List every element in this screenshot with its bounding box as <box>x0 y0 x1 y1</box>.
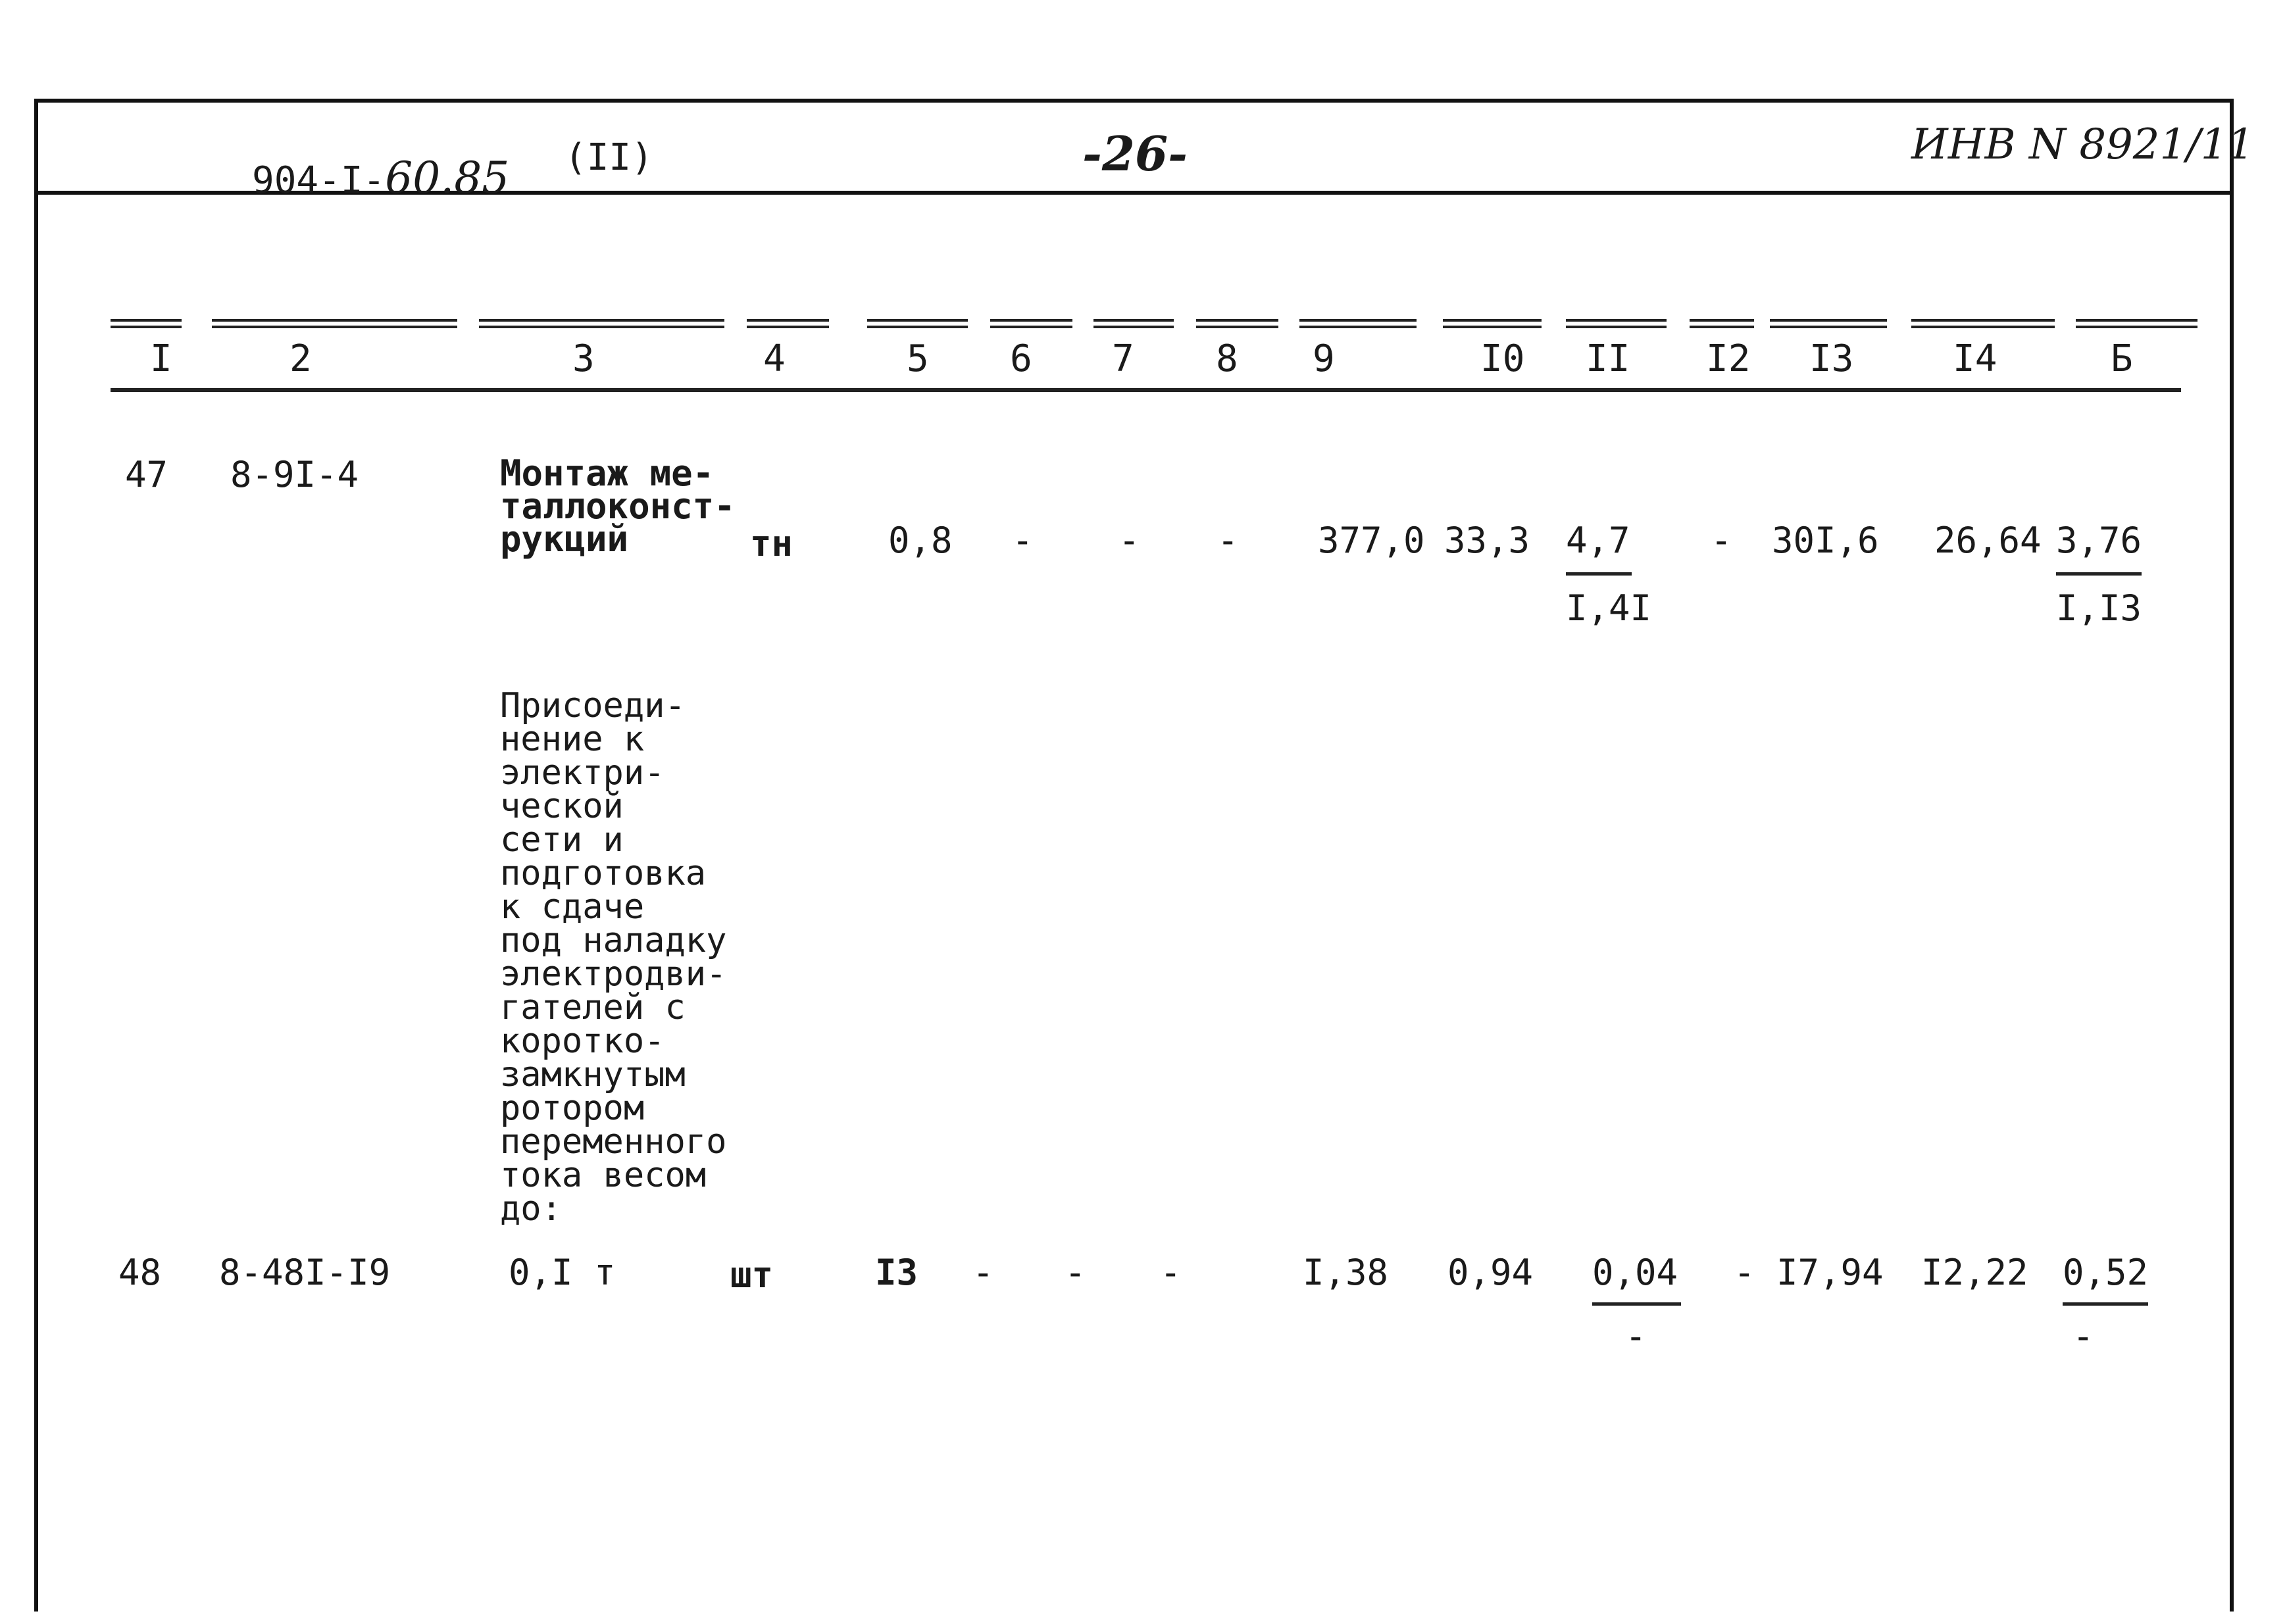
row-col11-bottom: I,4I <box>1566 587 1652 629</box>
row-col15-divider <box>2063 1302 2148 1306</box>
row-col11-top: 4,7 <box>1566 520 1630 561</box>
row-col13: I7,94 <box>1776 1252 1884 1293</box>
row-col11-divider <box>1566 572 1632 576</box>
row-col15-divider <box>2056 572 2142 576</box>
row-col8: - <box>1160 1252 1182 1293</box>
row-col9: I,38 <box>1303 1252 1389 1293</box>
row-col15-top: 0,52 <box>2063 1252 2149 1293</box>
column-header-underline <box>111 388 2181 392</box>
row-col14: 26,64 <box>1934 520 2042 561</box>
row-no: 47 <box>125 454 168 495</box>
col-header-2: 2 <box>289 337 312 380</box>
row-unit: тн <box>750 523 793 564</box>
row-col11-divider <box>1592 1302 1681 1306</box>
doc-code-printed: 904-I- <box>252 159 386 202</box>
col-header-14: I4 <box>1953 337 1997 380</box>
row-col10: 0,94 <box>1447 1252 1534 1293</box>
col-header-7: 7 <box>1112 337 1134 380</box>
row-no: 48 <box>118 1252 162 1293</box>
row-col13: 30I,6 <box>1772 520 1879 561</box>
page-number: -26- <box>1082 126 1188 182</box>
col-header-15: Б <box>2111 337 2133 380</box>
row-col11-top: 0,04 <box>1592 1252 1678 1293</box>
row-col7: - <box>1118 520 1140 561</box>
row-col9: 377,0 <box>1318 520 1425 561</box>
col-header-3: 3 <box>572 337 595 380</box>
col-header-12: I2 <box>1706 337 1751 380</box>
col-header-9: 9 <box>1313 337 1335 380</box>
row-col8: - <box>1217 520 1239 561</box>
row-description: 0,I т <box>509 1252 616 1293</box>
row-code: 8-9I-4 <box>230 454 359 495</box>
col-header-8: 8 <box>1216 337 1238 380</box>
row-code: 8-48I-I9 <box>219 1252 391 1293</box>
row-description: Монтаж ме- таллоконст- рукций <box>500 453 736 560</box>
row-col6: - <box>972 1252 994 1293</box>
row-col15-bottom: - <box>2072 1316 2094 1357</box>
row-col12: - <box>1711 520 1732 561</box>
doc-code-handwritten: 60.85 <box>385 153 510 203</box>
row-col12: - <box>1734 1252 1755 1293</box>
doc-code <box>252 153 510 203</box>
col-header-5: 5 <box>907 337 929 380</box>
row-col6: - <box>1012 520 1034 561</box>
col-header-4: 4 <box>763 337 786 380</box>
col-header-6: 6 <box>1010 337 1032 380</box>
row-qty: 0,8 <box>888 520 953 561</box>
row-col15-bottom: I,I3 <box>2056 587 2142 629</box>
row-col15-top: 3,76 <box>2056 520 2142 561</box>
row-col10: 33,3 <box>1444 520 1530 561</box>
doc-part: (II) <box>565 136 653 179</box>
row-col7: - <box>1065 1252 1086 1293</box>
row-unit: шт <box>730 1254 774 1296</box>
row-col11-bottom: - <box>1625 1316 1647 1357</box>
col-header-10: I0 <box>1480 337 1525 380</box>
col-header-13: I3 <box>1809 337 1854 380</box>
section-description: Присоеди- нение к электри- ческой сети и подготовка к сдаче под наладку электродви- гателей с коротко- замкнутым ротором переменного тока весом до: <box>500 686 727 1229</box>
row-col14: I2,22 <box>1921 1252 2028 1293</box>
col-header-11: II <box>1586 337 1630 380</box>
row-qty: I3 <box>875 1252 918 1293</box>
inventory-number: ИНВ N 8921/11 <box>1911 120 2255 169</box>
col-header-1: I <box>150 337 172 380</box>
